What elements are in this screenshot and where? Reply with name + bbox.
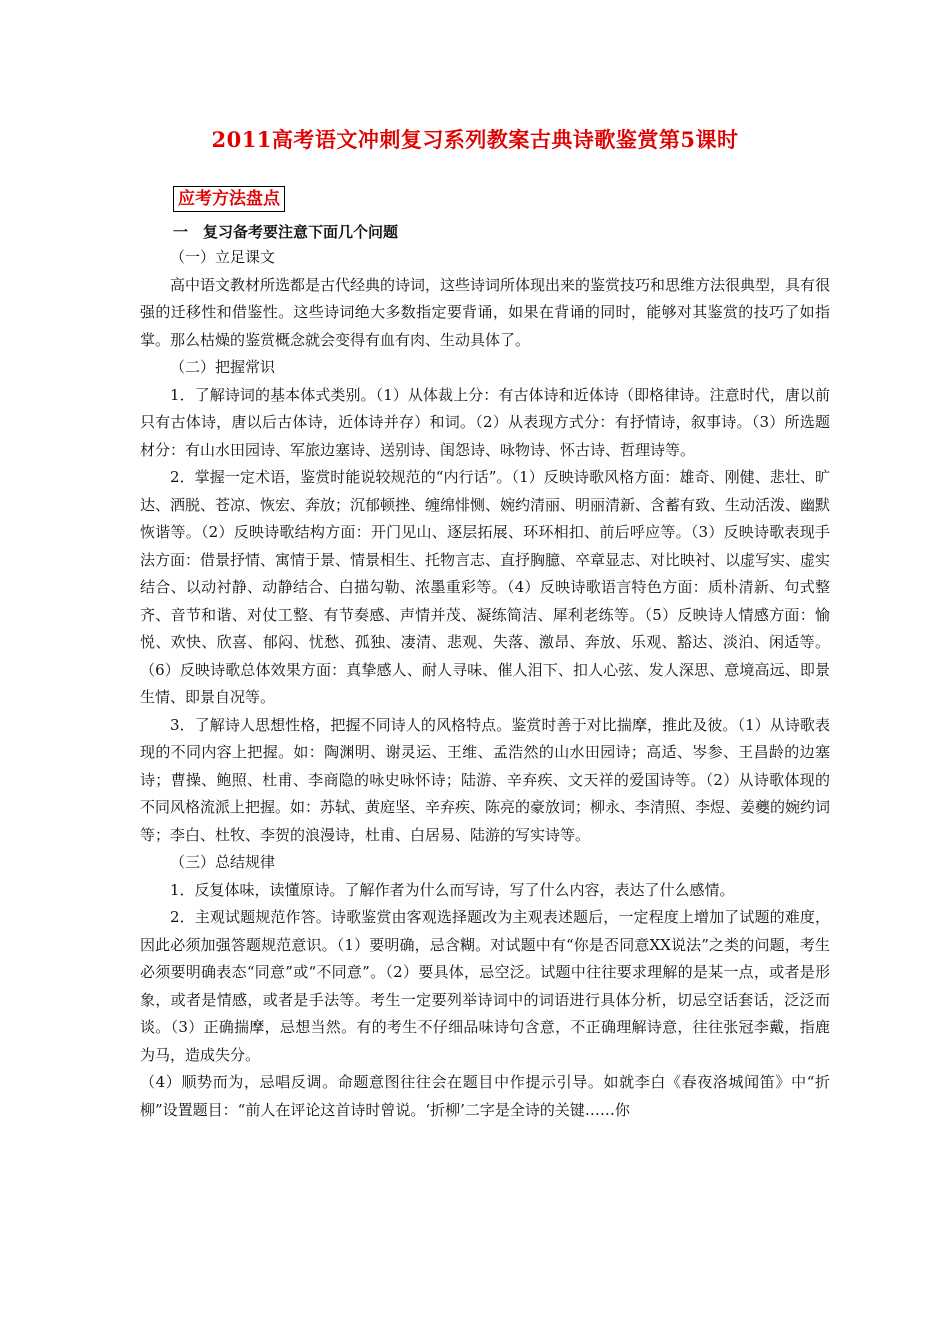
paragraph: 2．主观试题规范作答。诗歌鉴赏由客观选择题改为主观表述题后，一定程度上增加了试题的难度，因此必须加强答题规范意识。（1）要明确，忌含糊。对试题中有“你是否同意XX说法”之类的问题，考生必须要明确表态“同意”或“不同意”。（2）要具体，忌空泛。试题中往往要求理解的是某一点，或者是形象，或者是情感，或者是手法等。考生一定要列举诗词中的词语进行具体分析，切忌空话套话，泛泛而谈。（3）正确揣摩，忌想当然。有的考生不仔细品味诗句含意，不正确理解诗意，往往张冠李戴，指鹿为马，造成失分。 [140,908,830,1064]
subheading-3: （三）总结规律 [170,853,276,871]
section-heading: 一 复习备考要注意下面几个问题 [173,223,399,241]
paragraph: （4）顺势而为，忌唱反调。命题意图往往会在题目中作提示引导。如就李白《春夜洛城闻笛》中“折柳”设置题目：“前人在评论这首诗时曾说。‘折柳’二字是全诗的关键……你 [140,1073,830,1119]
section-badge: 应考方法盘点 [173,186,285,212]
document-body [140,244,830,1124]
paragraph: 1．了解诗词的基本体式类别。（1）从体裁上分：有古体诗和近体诗（即格律诗。注意时代，唐以前只有古体诗，唐以后古体诗，近体诗并存）和词。（2）从表现方式分：有抒情诗，叙事诗。（3）所选题材分：有山水田园诗、军旅边塞诗、送别诗、闺怨诗、咏物诗、怀古诗、哲理诗等。 [140,385,830,459]
paragraph: 1．反复体味，读懂原诗。了解作者为什么而写诗，写了什么内容，表达了什么感情。 [170,880,735,899]
paragraph: 3．了解诗人思想性格，把握不同诗人的风格特点。鉴赏时善于对比揣摩，推此及彼。（1）从诗歌表现的不同内容上把握。如：陶渊明、谢灵运、王维、孟浩然的山水田园诗；高适、岑参、王昌龄的边塞诗；曹操、鲍照、杜甫、李商隐的咏史咏怀诗；陆游、辛弃疾、文天祥的爱国诗等。（2）从诗歌体现的不同风格流派上把握。如：苏轼、黄庭坚、辛弃疾、陈亮的豪放词；柳永、李清照、李煜、姜夔的婉约词等；李白、杜牧、李贺的浪漫诗，杜甫、白居易、陆游的写实诗等。 [140,715,831,844]
page-title: 2011高考语文冲刺复习系列教案古典诗歌鉴赏第5课时 [211,127,739,152]
subheading-2: （二）把握常识 [170,358,276,376]
paragraph: 高中语文教材所选都是古代经典的诗词，这些诗词所体现出来的鉴赏技巧和思维方法很典型，具有很强的迁移性和借鉴性。这些诗词绝大多数指定要背诵，如果在背诵的同时，能够对其鉴赏的技巧了如指掌。那么枯燥的鉴赏概念就会变得有血有肉、生动具体了。 [140,275,831,349]
subheading-1: （一）立足课文 [170,248,276,266]
paragraph: 2．掌握一定术语，鉴赏时能说较规范的“内行话”。（1）反映诗歌风格方面：雄奇、刚健、悲壮、旷达、洒脱、苍凉、恢宏、奔放；沉郁顿挫、缠绵悱恻、婉约清丽、明丽清新、含蓄有致、生动活泼、幽默恢谐等。（2）反映诗歌结构方面：开门见山、逐层拓展、环环相扣、前后呼应等。（3）反映诗歌表现手法方面：借景抒情、寓情于景、情景相生、托物言志、直抒胸臆、卒章显志、对比映衬、以虚写实、虚实结合、以动衬静、动静结合、白描勾勒、浓墨重彩等。（4）反映诗歌语言特色方面：质朴清新、句式整齐、音节和谐、对仗工整、有节奏感、声情并茂、凝练简洁、犀利老练等。（5）反映诗人情感方面：愉悦、欢快、欣喜、郁闷、忧愁、孤独、凄清、悲观、失落、激昂、奔放、乐观、豁达、淡泊、闲适等。（6）反映诗歌总体效果方面：真挚感人、耐人寻味、催人泪下、扣人心弦、发人深思、意境高远、即景生情、即景自况等。 [140,468,831,706]
